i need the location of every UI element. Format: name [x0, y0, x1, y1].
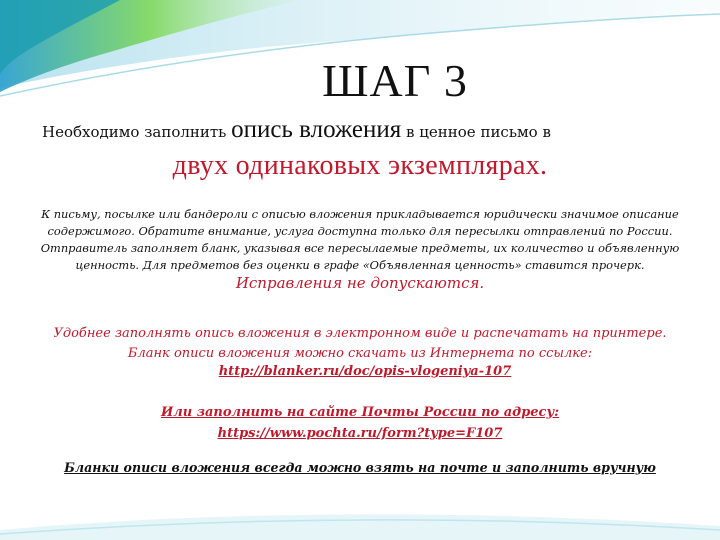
slide-title: ШАГ 3: [322, 55, 468, 106]
blanks-note: Бланки описи вложения всегда можно взять на почте и заполнить вручную: [64, 460, 656, 475]
hint-block: [20, 324, 700, 364]
copies-heading: двух одинаковых экземплярах.: [172, 150, 548, 181]
bottom-wave-decoration: [0, 500, 720, 540]
post-line: Или заполнить на сайте Почты России по адресу:: [160, 405, 560, 420]
pochta-link[interactable]: https://www.pochta.ru/form?type=F107: [217, 426, 503, 441]
intro-line: [42, 116, 702, 144]
intro-emphasis: опись вложения: [231, 116, 402, 143]
post-block: [0, 402, 720, 444]
blanker-link[interactable]: http://blanker.ru/doc/opis-vlogeniya-107: [218, 364, 512, 379]
hint-line-1: Удобнее заполнять опись вложения в электронном виде и распечатать на принтере.: [53, 326, 667, 341]
intro-suffix: в ценное письмо в: [401, 123, 551, 141]
warning-text: Исправления не допускаются.: [235, 274, 485, 292]
description-paragraph: К письму, посылке или бандероли с описью вложения прикладывается юридически значимое описание содержимого. Обратите внимание, услуга доступна только для пересылки отправлений по России. Отправитель заполняет бланк, указывая все пересылаемые предметы, их количество и объявленную ценность. Для предметов без оценки в графе «Объявленная ценность» ставится прочерк.: [40, 207, 680, 272]
hint-line-2: Бланк описи вложения можно скачать из Интернета по ссылке:: [127, 346, 593, 361]
intro-prefix: Необходимо заполнить: [42, 123, 232, 141]
